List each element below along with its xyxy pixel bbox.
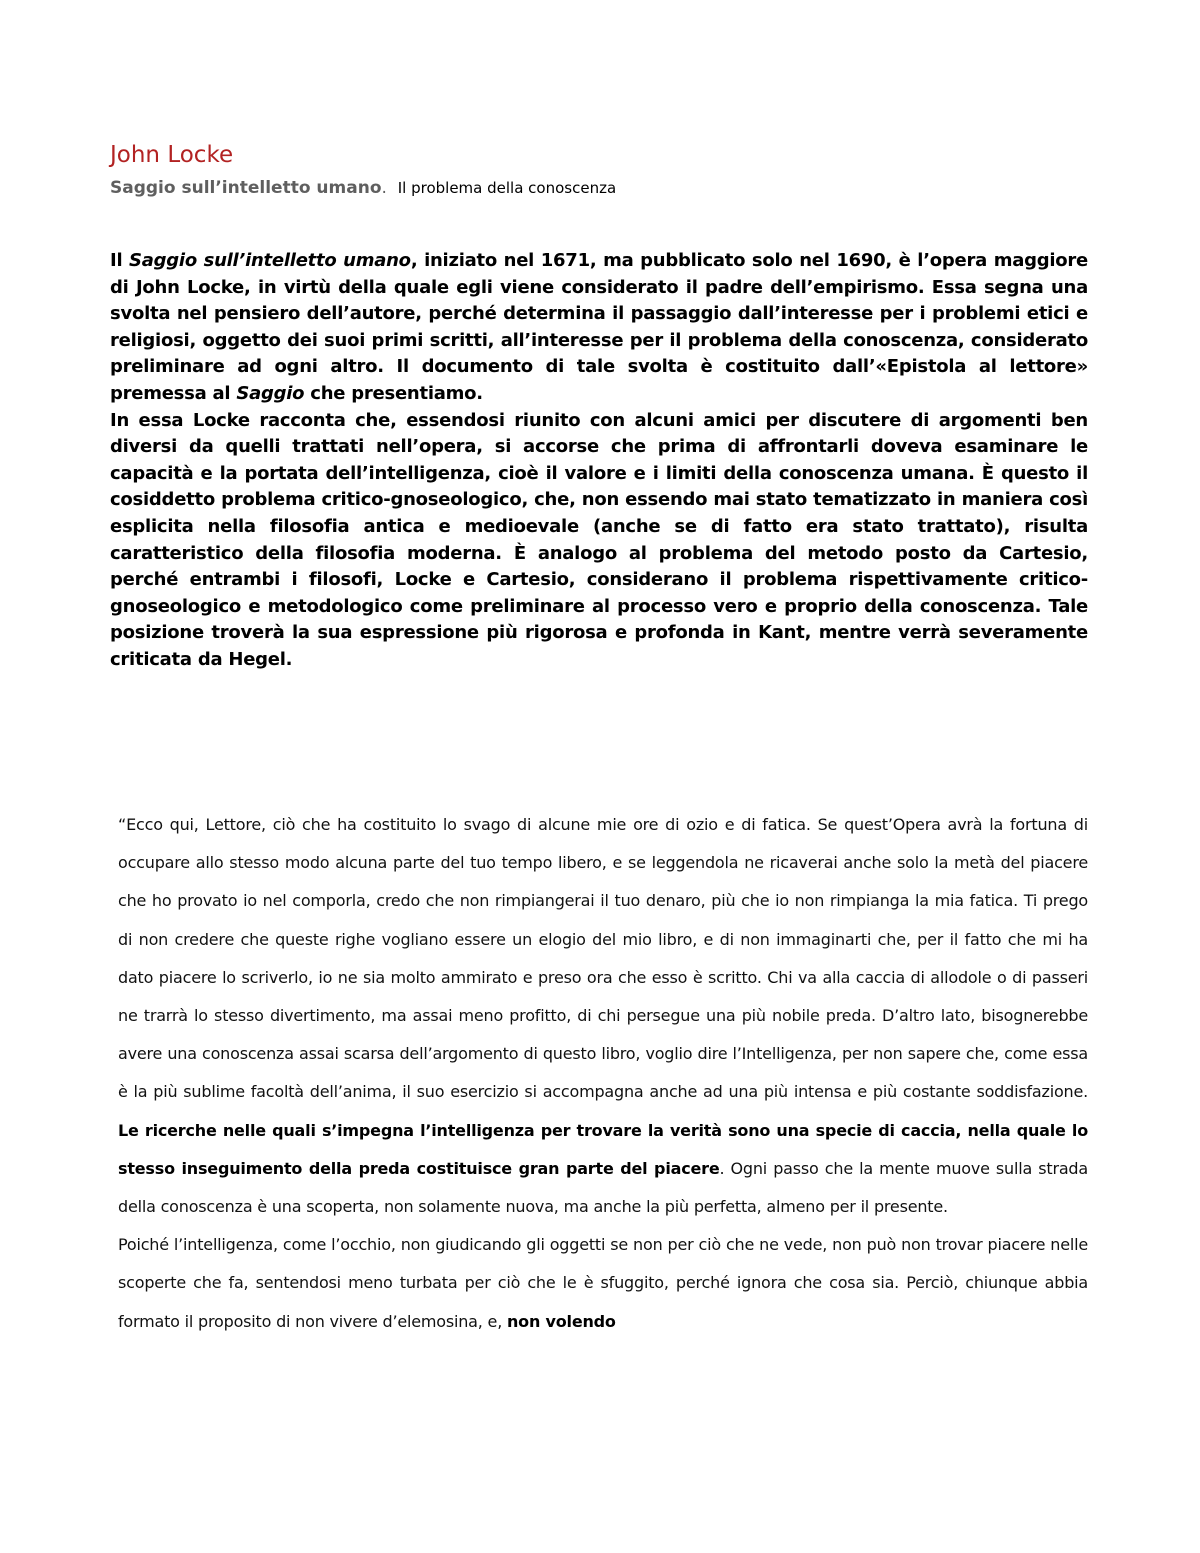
intro-paragraph xyxy=(110,248,1088,408)
intro-text: Il xyxy=(110,250,130,271)
subtitle-separator: . xyxy=(381,178,387,198)
page-title: John Locke xyxy=(110,142,234,168)
intro-section xyxy=(110,248,1088,674)
intro-text: , iniziato nel 1671, ma pubblicato solo nel 1690, è l’opera maggiore di John Locke, in virtù della quale egli viene considerato il padre dell’empirismo. Essa segna una svolta nel pensiero dell’autore, perché determina il passaggio dall’interesse per i problemi etici e religiosi, oggetto dei suoi primi scritti, all’interesse per il problema della conoscenza, considerato preliminare ad ogni altro. Il documento di tale svolta è costituito dall’«Epistola al lettore» premessa al xyxy=(110,250,1088,404)
quote-text: Poiché l’intelligenza, come l’occhio, non giudicando gli oggetti se non per ciò che ne vede, non può non trovar piacere nelle scoperte che fa, sentendosi meno turbata per ciò che le è sfuggito, perché ignora che cosa sia. Perciò, chiunque abbia formato il proposito di non vivere d’elemosina, e, xyxy=(118,1235,1088,1331)
subtitle-topic: Il problema della conoscenza xyxy=(397,179,617,197)
quote-paragraph xyxy=(118,806,1088,1226)
quote-text: . Ogni passo che la mente muove sulla strada della conoscenza è una scoperta, non solamente nuova, ma anche la più perfetta, almeno per il presente. xyxy=(118,1158,1088,1217)
intro-text: che presentiamo. xyxy=(304,382,483,404)
quote-bold-text: non volendo xyxy=(506,1311,616,1331)
quote-paragraph xyxy=(118,1226,1088,1341)
intro-italic-work-title: Saggio sull’intelletto umano xyxy=(129,250,411,271)
page-subtitle xyxy=(110,174,616,202)
intro-paragraph: In essa Locke racconta che, essendosi riunito con alcuni amici per discutere di argomenti ben diversi da quelli trattati nell’opera, si accorse che prima di affrontarli doveva esaminare le capacità e la portata dell’intelligenza, cioè il valore e i limiti della conoscenza umana. È questo il cosiddetto problema critico-gnoseologico, che, non essendo mai stato tematizzato in maniera così esplicita nella filosofia antica e medioevale (anche se di fatto era stato trattato), risulta caratteristico della filosofia moderna. È analogo al problema del metodo posto da Cartesio, perché entrambi i filosofi, Locke e Cartesio, considerano il problema rispettivamente critico-gnoseologico e metodologico come preliminare al processo vero e proprio della conoscenza. Tale posizione troverà la sua espressione più rigorosa e profonda in Kant, mentre verrà severamente criticata da Hegel. xyxy=(110,409,1088,670)
quote-text: “Ecco qui, Lettore, ciò che ha costituito lo svago di alcune mie ore di ozio e di fatica. Se quest’Opera avrà la fortuna di occupare allo stesso modo alcuna parte del tuo tempo libero, e se leggendola ne ricaverai anche solo la metà del piacere che ho provato io nel comporla, credo che non rimpiangerai il tuo denaro, più che io non rimpianga la mia fatica. Ti prego di non credere che queste righe vogliano essere un elogio del mio libro, e di non immaginarti che, per il fatto che mi ha dato piacere lo scriverlo, io ne sia molto ammirato e preso ora che esso è scritto. Chi va alla caccia di allodole o di passeri ne trarrà lo stesso divertimento, ma assai meno profitto, di chi persegue una più nobile preda. D’altro lato, bisognerebbe avere una conoscenza assai scarsa dell’argomento di questo libro, voglio dire l’Intelligenza, per non sapere che, come essa è la più sublime facoltà dell’anima, il suo esercizio si accompagna anche ad una più intensa e più costante soddisfazione. xyxy=(118,815,1088,1102)
quote-section xyxy=(118,806,1088,1341)
intro-italic-saggio: Saggio xyxy=(236,382,305,404)
quote-bold-text: Le ricerche nelle quali s’impegna l’intelligenza per trovare la verità sono una specie di caccia, nella quale lo stesso inseguimento della preda costituisce gran parte del piacere xyxy=(118,1120,1088,1178)
subtitle-work-title: Saggio sull’intelletto umano xyxy=(110,178,382,198)
